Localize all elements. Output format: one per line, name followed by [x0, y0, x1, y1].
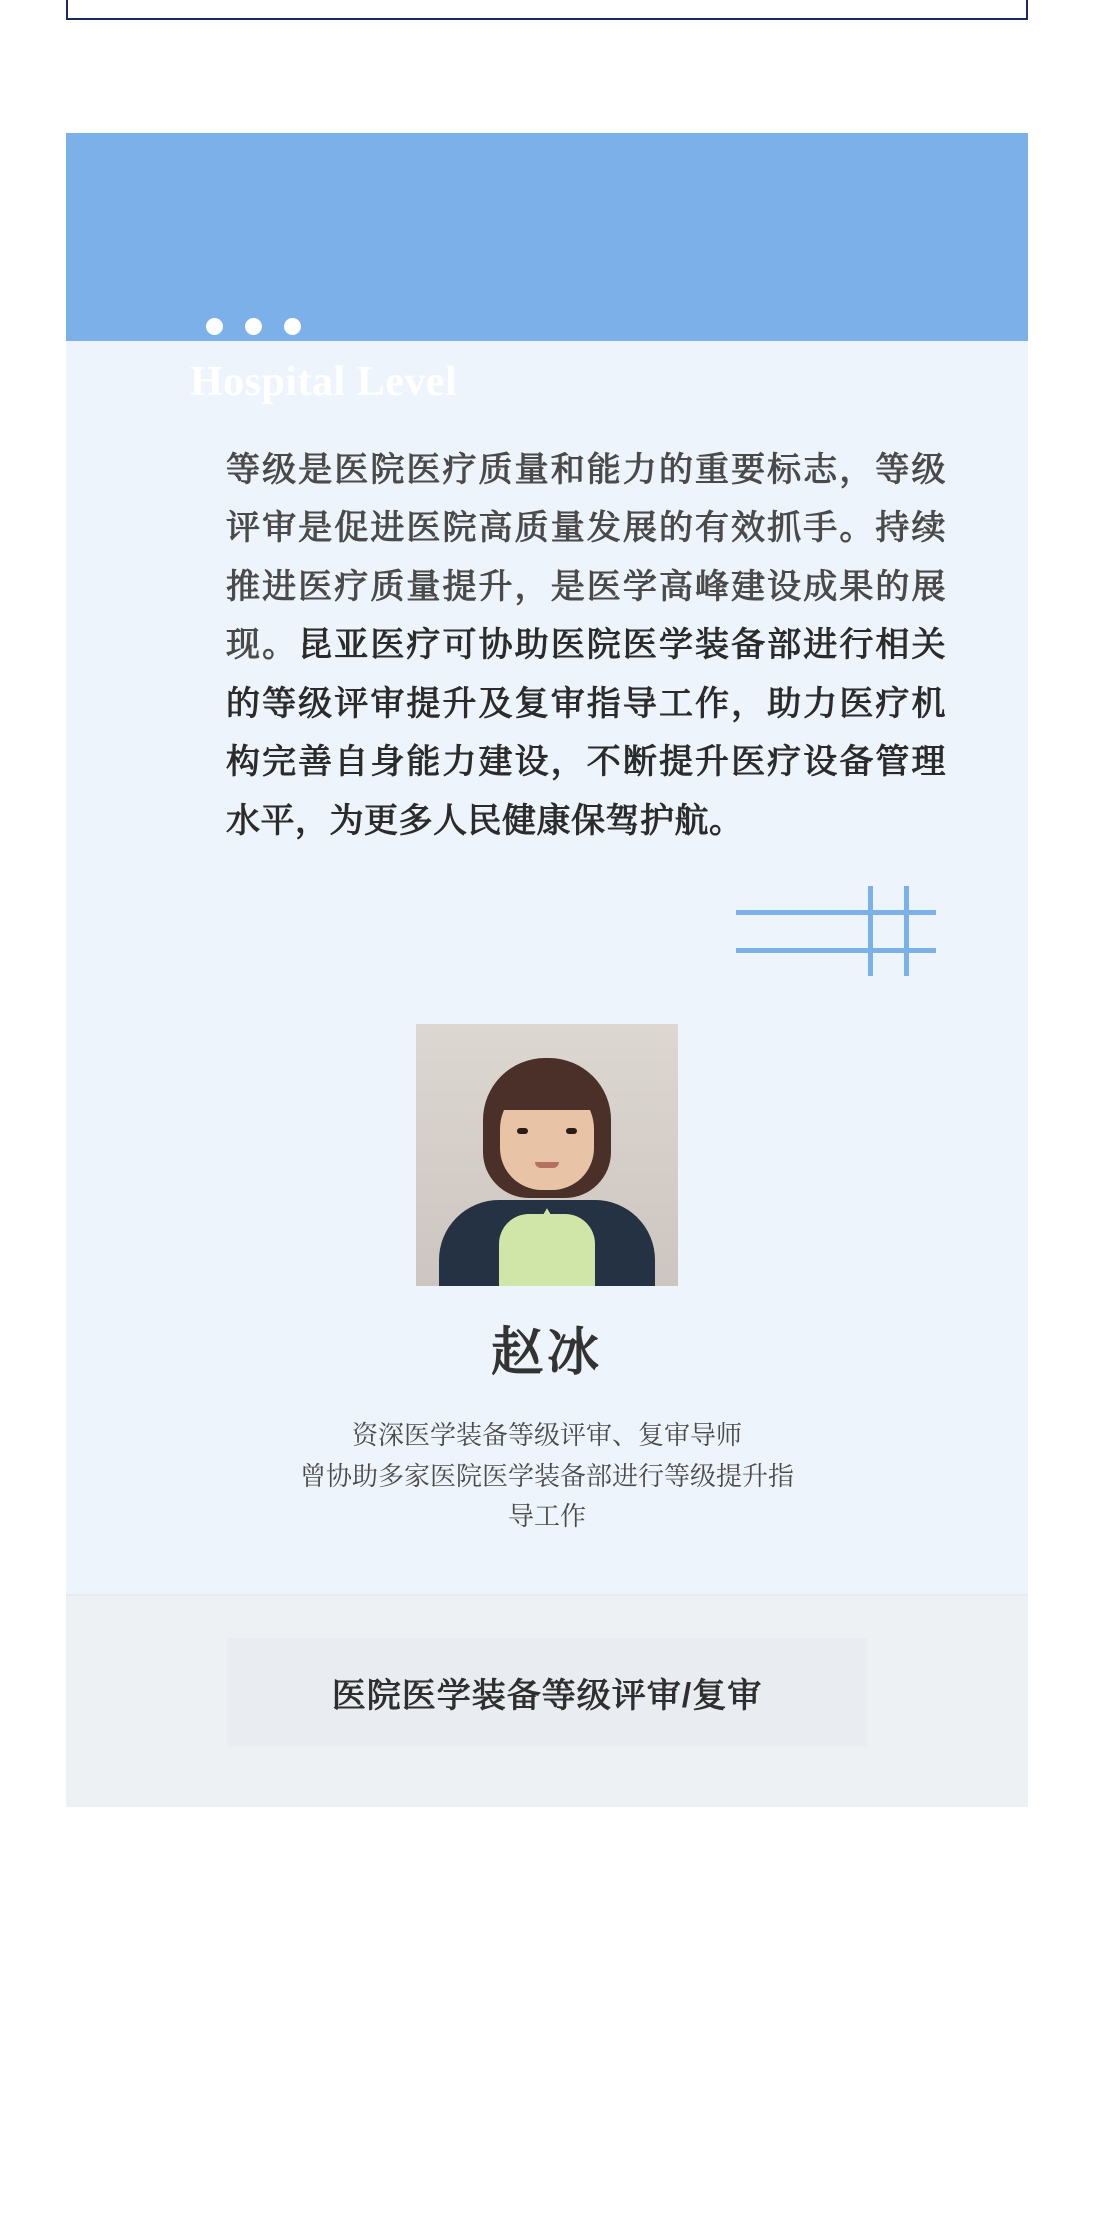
footer-band	[66, 1596, 1028, 1807]
dot-icon	[245, 318, 262, 335]
person-description-line: 资深医学装备等级评审、复审导师	[351, 1420, 742, 1451]
photo-eye-left	[517, 1128, 528, 1134]
person-description-line: 曾协助多家医院医学装备部进行等级提升指	[299, 1460, 794, 1491]
paragraph-strong-text: 昆亚医疗可协助医院医学装备部进行相关的等级评审提升及复审指导工作，助力医疗机构完善自身能力建设，不断提升医疗设备管理水平，为更多人民健康保驾护航。	[226, 626, 947, 840]
header-dots	[206, 318, 301, 335]
card-header	[66, 133, 1028, 405]
photo-eye-right	[566, 1128, 577, 1134]
hash-lines-decoration	[736, 886, 936, 976]
body-paragraph	[66, 341, 1028, 850]
photo-fringe	[495, 1076, 599, 1110]
page-title: Hospital Level	[190, 359, 458, 405]
dot-icon	[284, 318, 301, 335]
person-description	[66, 1415, 1028, 1536]
top-bordered-box	[66, 0, 1028, 20]
person-description-line: 导工作	[507, 1500, 586, 1531]
person-name: 赵冰	[490, 1324, 603, 1383]
portrait-photo	[416, 1024, 678, 1286]
deco-line-vertical	[904, 886, 909, 976]
photo-mouth	[535, 1162, 559, 1168]
dot-icon	[206, 318, 223, 335]
profile-section	[66, 1006, 1028, 1536]
paragraph-plain-text: 等级是医院医疗质量和能力的重要标志，等级评审是促进医院高质量发展的有效抓手。持续推进医疗质量提升，是医学高峰建设成果的展现。	[226, 451, 946, 665]
footer-label: 医院医学装备等级评审/复审	[227, 1638, 867, 1747]
hospital-level-card	[66, 133, 1028, 1807]
decoration-wrapper	[66, 886, 1028, 1006]
card-body	[66, 341, 1028, 1807]
deco-line-vertical	[868, 886, 873, 976]
